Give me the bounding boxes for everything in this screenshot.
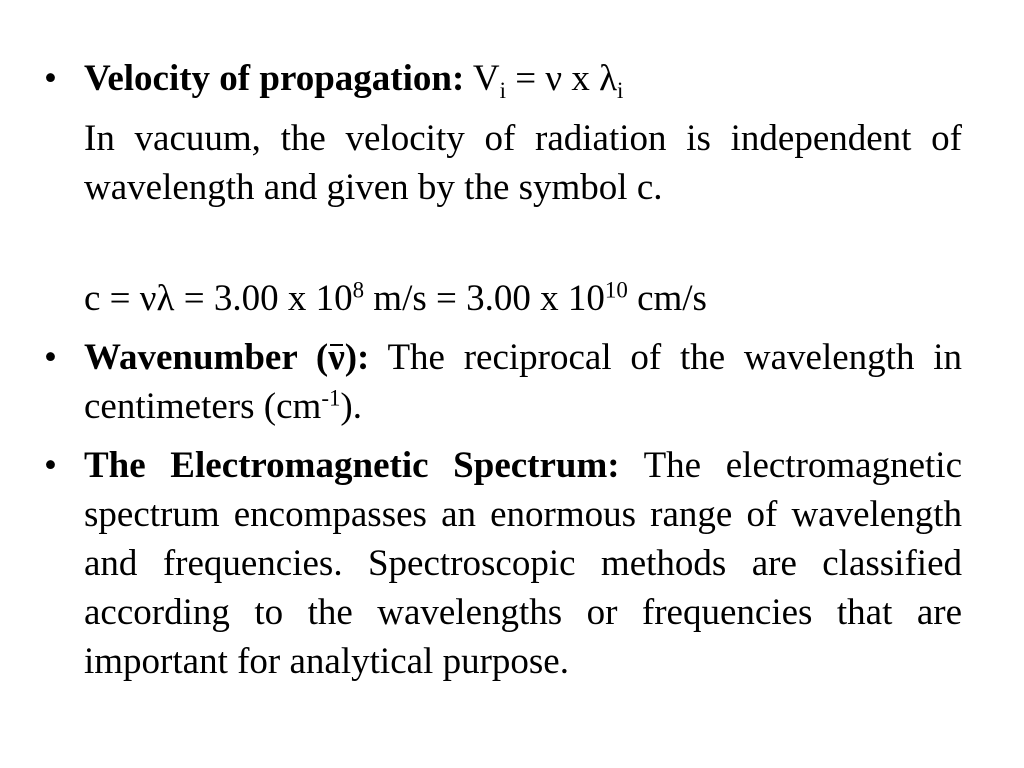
spectrum-label: The Electromagnetic Spectrum: [84, 445, 620, 486]
bullet-velocity: • [44, 58, 57, 99]
bullet-spectrum: • [44, 445, 57, 486]
c-eq-exp2: 10 [604, 277, 628, 303]
wavenumber-text-post: ). [340, 386, 362, 427]
c-eq-part1: c = νλ = 3.00 x 10 [84, 278, 353, 319]
c-equation [84, 274, 962, 323]
wavenumber-label-post: ): [344, 337, 370, 378]
c-eq-part2: m/s = 3.00 x 10 [364, 278, 605, 319]
wavenumber-exp: -1 [321, 385, 341, 411]
vacuum-paragraph: In vacuum, the velocity of radiation is independent of wavelength and given by the symbol c. [84, 118, 962, 208]
wavenumber-text: The reciprocal of the wavelength in centimeters (cm [84, 337, 962, 427]
wavenumber-paragraph [84, 333, 962, 431]
velocity-equation: = ν x λ [505, 58, 618, 99]
wavenumber-nu-bar: ν [328, 333, 345, 382]
spectrum-text: The electromagnetic spectrum encompasses an enormous range of wavelength and frequencies. Spectroscopic methods are classified according to the wavelengths or frequencies that are important for analytical purpose. [84, 445, 962, 682]
c-eq-part3: cm/s [627, 278, 707, 319]
bullet-wavenumber: • [44, 337, 57, 378]
c-eq-exp1: 8 [352, 277, 365, 303]
velocity-label: Velocity of propagation: [84, 58, 465, 99]
velocity-sub-i: i [499, 78, 506, 104]
velocity-sub-i2: i [617, 78, 624, 104]
wavenumber-label-pre: Wavenumber ( [84, 337, 329, 378]
velocity-V: V [472, 58, 500, 99]
spectrum-paragraph [84, 441, 962, 686]
velocity-line [84, 54, 962, 103]
